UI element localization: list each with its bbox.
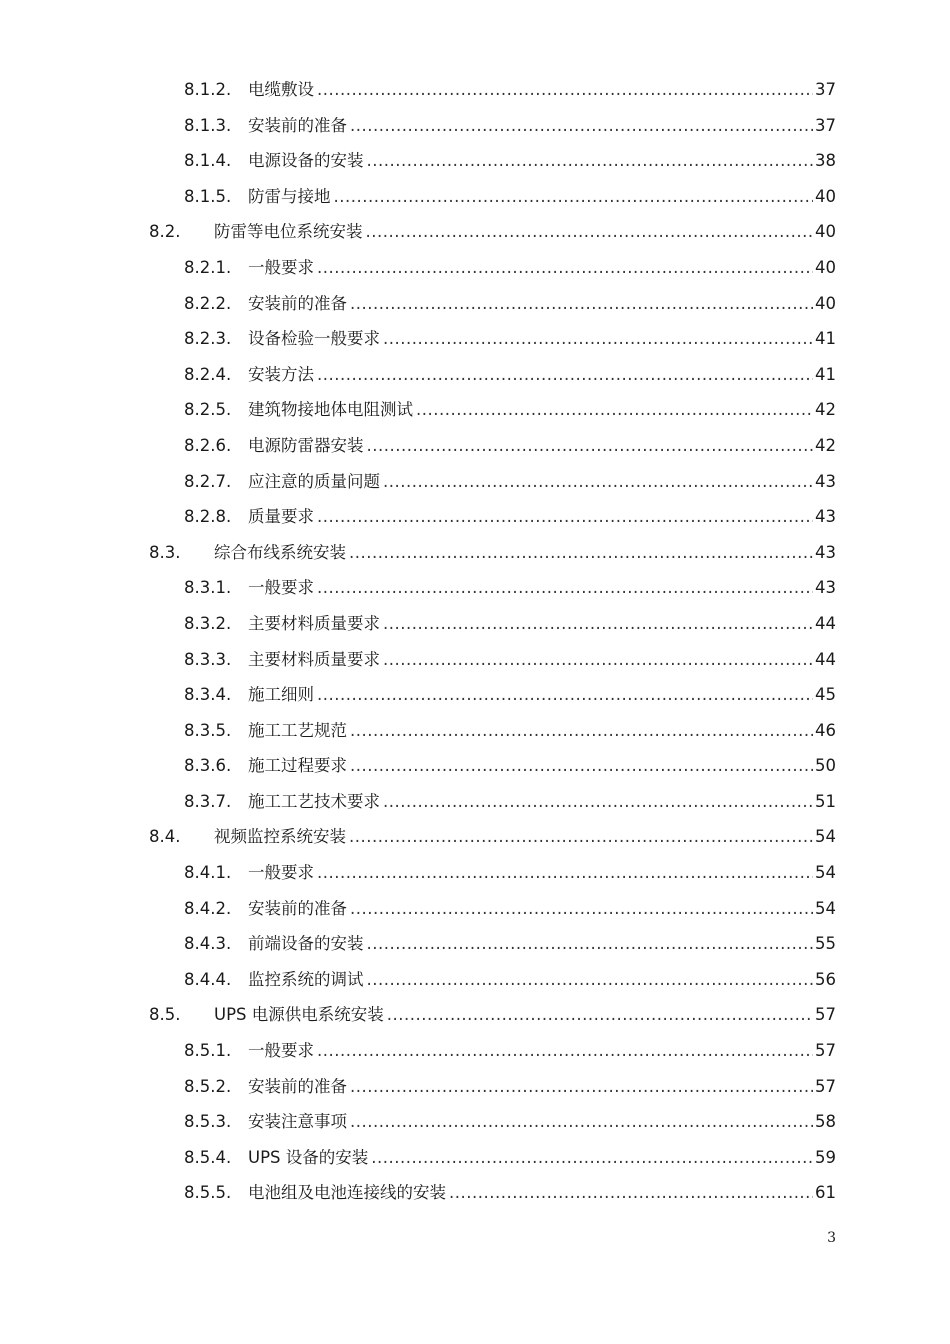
toc-dot-leader: [366, 214, 814, 250]
toc-entry-page: 51: [815, 791, 836, 811]
toc-entry-page: 37: [815, 80, 836, 99]
toc-entry-line: [248, 748, 836, 784]
toc-entry-title[interactable]: 主要材料质量要求: [248, 613, 380, 633]
toc-entry-number: 8.3.4.: [184, 685, 232, 705]
toc-entry-page: 43: [815, 507, 836, 527]
toc-entry-line: [248, 392, 836, 428]
toc-entry[interactable]: [0, 855, 950, 891]
toc-entry-title[interactable]: UPS 电源供电系统安装: [214, 1005, 384, 1025]
toc-entry[interactable]: [0, 784, 950, 820]
toc-entry-number: 8.5.1.: [184, 1041, 232, 1061]
toc-entry[interactable]: [0, 1104, 950, 1140]
toc-entry[interactable]: [0, 143, 950, 179]
toc-entry-line: [248, 499, 836, 535]
toc-entry-number: 8.5.2.: [184, 1076, 232, 1096]
toc-entry-title[interactable]: 质量要求: [248, 507, 314, 527]
toc-entry[interactable]: [0, 250, 950, 286]
toc-entry[interactable]: [0, 286, 950, 322]
toc-entry-page: 54: [815, 898, 836, 918]
toc-entry-title[interactable]: 设备检验一般要求: [248, 329, 380, 349]
toc-entry-number: 8.1.2.: [184, 80, 232, 99]
toc-entry-page: 61: [815, 1183, 836, 1203]
toc-entry[interactable]: [0, 926, 950, 962]
toc-dot-leader: [383, 642, 813, 678]
toc-entry[interactable]: [0, 1175, 950, 1211]
toc-entry-page: 43: [815, 471, 836, 491]
toc-dot-leader: [317, 677, 813, 713]
toc-entry[interactable]: [0, 748, 950, 784]
toc-entry-number: 8.3.: [149, 542, 181, 562]
toc-dot-leader: [317, 250, 813, 286]
toc-entry-line: [248, 1140, 836, 1176]
toc-entry-page: 44: [815, 613, 836, 633]
toc-entry[interactable]: [0, 72, 950, 108]
toc-entry-line: [248, 72, 836, 108]
toc-entry[interactable]: [0, 677, 950, 713]
toc-entry-number: 8.2.5.: [184, 400, 232, 420]
toc-entry-number: 8.1.4.: [184, 151, 232, 171]
toc-entry-title[interactable]: 一般要求: [248, 1041, 314, 1061]
toc-dot-leader: [367, 926, 814, 962]
toc-entry-title[interactable]: 安装注意事项: [248, 1112, 347, 1132]
toc-entry-number: 8.4.1.: [184, 863, 232, 883]
toc-entry[interactable]: [0, 962, 950, 998]
table-of-contents: [0, 72, 950, 1211]
toc-entry-title[interactable]: 电缆敷设: [248, 80, 314, 99]
toc-entry[interactable]: [0, 713, 950, 749]
toc-entry-line: [248, 143, 836, 179]
toc-dot-leader: [334, 179, 814, 215]
toc-entry[interactable]: [0, 535, 950, 571]
toc-entry-title[interactable]: 施工工艺规范: [248, 720, 347, 740]
toc-entry-page: 40: [815, 222, 836, 242]
toc-dot-leader: [387, 997, 813, 1033]
toc-entry-page: 42: [815, 435, 836, 455]
toc-entry-line: [248, 926, 836, 962]
toc-dot-leader: [350, 108, 813, 144]
toc-entry-title[interactable]: 综合布线系统安装: [214, 542, 346, 562]
toc-entry-line: [248, 1104, 836, 1140]
toc-dot-leader: [317, 570, 813, 606]
toc-entry-title[interactable]: 应注意的质量问题: [248, 471, 380, 491]
toc-entry-title[interactable]: 施工工艺技术要求: [248, 791, 380, 811]
toc-entry[interactable]: [0, 570, 950, 606]
toc-entry-number: 8.4.3.: [184, 934, 232, 954]
toc-entry-number: 8.3.2.: [184, 613, 232, 633]
toc-entry-number: 8.3.5.: [184, 720, 232, 740]
toc-dot-leader: [349, 535, 813, 571]
toc-entry-page: 59: [815, 1147, 836, 1167]
toc-entry-page: 41: [815, 364, 836, 384]
toc-entry-title[interactable]: 防雷等电位系统安装: [214, 222, 363, 242]
toc-entry-number: 8.4.: [149, 827, 181, 847]
toc-entry-number: 8.5.4.: [184, 1147, 232, 1167]
toc-entry[interactable]: [0, 642, 950, 678]
toc-entry-page: 38: [815, 151, 836, 171]
toc-dot-leader: [367, 428, 814, 464]
toc-entry-number: 8.4.2.: [184, 898, 232, 918]
toc-dot-leader: [317, 855, 813, 891]
toc-entry-number: 8.2.6.: [184, 435, 232, 455]
toc-entry-line: [214, 214, 836, 250]
toc-entry-page: 40: [815, 293, 836, 313]
toc-entry-title[interactable]: 安装前的准备: [248, 115, 347, 135]
toc-entry-page: 54: [815, 863, 836, 883]
toc-entry-number: 8.2.2.: [184, 293, 232, 313]
toc-entry-line: [248, 784, 836, 820]
toc-entry-number: 8.2.4.: [184, 364, 232, 384]
toc-entry[interactable]: [0, 1140, 950, 1176]
toc-dot-leader: [449, 1175, 813, 1211]
toc-entry[interactable]: [0, 1069, 950, 1105]
toc-entry-page: 37: [815, 115, 836, 135]
toc-entry-line: [214, 997, 836, 1033]
toc-dot-leader: [350, 1104, 813, 1140]
toc-dot-leader: [383, 784, 813, 820]
toc-dot-leader: [350, 748, 813, 784]
toc-entry-title[interactable]: 视频监控系统安装: [214, 827, 346, 847]
toc-entry-number: 8.5.5.: [184, 1183, 232, 1203]
toc-entry-page: 56: [815, 969, 836, 989]
toc-entry[interactable]: [0, 819, 950, 855]
toc-entry-number: 8.2.3.: [184, 329, 232, 349]
toc-entry-title[interactable]: 防雷与接地: [248, 186, 331, 206]
toc-entry-title[interactable]: 电源防雷器安装: [248, 435, 364, 455]
toc-dot-leader: [349, 819, 813, 855]
toc-entry-line: [248, 108, 836, 144]
toc-entry-title[interactable]: 一般要求: [248, 257, 314, 277]
toc-entry-line: [214, 535, 836, 571]
toc-entry-title[interactable]: 施工过程要求: [248, 756, 347, 776]
toc-entry-line: [248, 642, 836, 678]
toc-entry-page: 41: [815, 329, 836, 349]
toc-entry-title[interactable]: 电源设备的安装: [248, 151, 364, 171]
toc-entry-line: [248, 179, 836, 215]
toc-dot-leader: [350, 713, 813, 749]
toc-entry-title[interactable]: 施工细则: [248, 685, 314, 705]
toc-entry-number: 8.3.1.: [184, 578, 232, 598]
toc-entry-line: [248, 250, 836, 286]
toc-entry-line: [248, 1033, 836, 1069]
toc-entry[interactable]: [0, 499, 950, 535]
toc-dot-leader: [383, 321, 813, 357]
toc-entry-title[interactable]: 一般要求: [248, 578, 314, 598]
toc-entry-number: 8.4.4.: [184, 969, 232, 989]
toc-entry-title[interactable]: 安装前的准备: [248, 898, 347, 918]
toc-entry-title[interactable]: 建筑物接地体电阻测试: [248, 400, 413, 420]
toc-entry[interactable]: [0, 214, 950, 250]
toc-entry-line: [248, 713, 836, 749]
toc-entry-line: [248, 677, 836, 713]
toc-entry-line: [248, 891, 836, 927]
toc-entry-number: 8.3.6.: [184, 756, 232, 776]
toc-entry-line: [214, 819, 836, 855]
toc-entry-page: 55: [815, 934, 836, 954]
toc-entry-title[interactable]: 主要材料质量要求: [248, 649, 380, 669]
toc-entry[interactable]: [0, 1033, 950, 1069]
toc-entry[interactable]: [0, 108, 950, 144]
toc-entry-page: 58: [815, 1112, 836, 1132]
toc-entry-line: [248, 1175, 836, 1211]
toc-entry-number: 8.3.3.: [184, 649, 232, 669]
toc-dot-leader: [383, 606, 813, 642]
page-number: 3: [827, 1230, 836, 1246]
toc-entry-number: 8.2.1.: [184, 257, 232, 277]
toc-entry-number: 8.1.3.: [184, 115, 232, 135]
toc-entry[interactable]: [0, 464, 950, 500]
toc-dot-leader: [350, 286, 813, 322]
toc-entry[interactable]: [0, 321, 950, 357]
toc-entry-page: 45: [815, 685, 836, 705]
toc-dot-leader: [317, 357, 813, 393]
toc-entry-line: [248, 1069, 836, 1105]
toc-dot-leader: [383, 464, 813, 500]
toc-entry-title[interactable]: 安装前的准备: [248, 1076, 347, 1096]
toc-dot-leader: [317, 499, 813, 535]
toc-entry-page: 57: [815, 1005, 836, 1025]
toc-dot-leader: [416, 392, 813, 428]
toc-entry[interactable]: [0, 357, 950, 393]
toc-entry-page: 57: [815, 1076, 836, 1096]
toc-entry-line: [248, 570, 836, 606]
toc-dot-leader: [350, 1069, 813, 1105]
toc-entry-line: [248, 286, 836, 322]
toc-entry[interactable]: [0, 606, 950, 642]
toc-entry-number: 8.3.7.: [184, 791, 232, 811]
toc-entry-page: 57: [815, 1041, 836, 1061]
toc-entry-line: [248, 962, 836, 998]
toc-entry[interactable]: [0, 428, 950, 464]
toc-dot-leader: [367, 143, 814, 179]
toc-entry-page: 40: [815, 186, 836, 206]
toc-entry-number: 8.5.3.: [184, 1112, 232, 1132]
toc-entry-line: [248, 321, 836, 357]
toc-entry-page: 43: [815, 578, 836, 598]
toc-dot-leader: [367, 962, 814, 998]
toc-entry-number: 8.2.: [149, 222, 181, 242]
toc-entry-page: 42: [815, 400, 836, 420]
toc-dot-leader: [371, 1140, 813, 1176]
toc-entry[interactable]: [0, 997, 950, 1033]
toc-entry-title[interactable]: 安装前的准备: [248, 293, 347, 313]
toc-entry-number: 8.2.8.: [184, 507, 232, 527]
toc-entry-title[interactable]: 监控系统的调试: [248, 969, 364, 989]
toc-entry-number: 8.2.7.: [184, 471, 232, 491]
toc-entry-title[interactable]: 安装方法: [248, 364, 314, 384]
toc-entry-number: 8.5.: [149, 1005, 181, 1025]
toc-dot-leader: [317, 1033, 813, 1069]
toc-entry-line: [248, 357, 836, 393]
toc-dot-leader: [317, 72, 813, 108]
toc-entry-title[interactable]: 前端设备的安装: [248, 934, 364, 954]
toc-entry-title[interactable]: 电池组及电池连接线的安装: [248, 1183, 446, 1203]
toc-dot-leader: [350, 891, 813, 927]
toc-entry[interactable]: [0, 891, 950, 927]
toc-entry-page: 40: [815, 257, 836, 277]
toc-entry-line: [248, 855, 836, 891]
toc-entry-number: 8.1.5.: [184, 186, 232, 206]
toc-entry-line: [248, 606, 836, 642]
toc-entry-page: 46: [815, 720, 836, 740]
toc-entry-line: [248, 464, 836, 500]
toc-entry-title[interactable]: UPS 设备的安装: [248, 1147, 369, 1167]
toc-entry[interactable]: [0, 392, 950, 428]
toc-entry-page: 43: [815, 542, 836, 562]
toc-entry-title[interactable]: 一般要求: [248, 863, 314, 883]
toc-entry-page: 50: [815, 756, 836, 776]
toc-entry[interactable]: [0, 179, 950, 215]
toc-entry-line: [248, 428, 836, 464]
toc-entry-page: 54: [815, 827, 836, 847]
toc-entry-page: 44: [815, 649, 836, 669]
